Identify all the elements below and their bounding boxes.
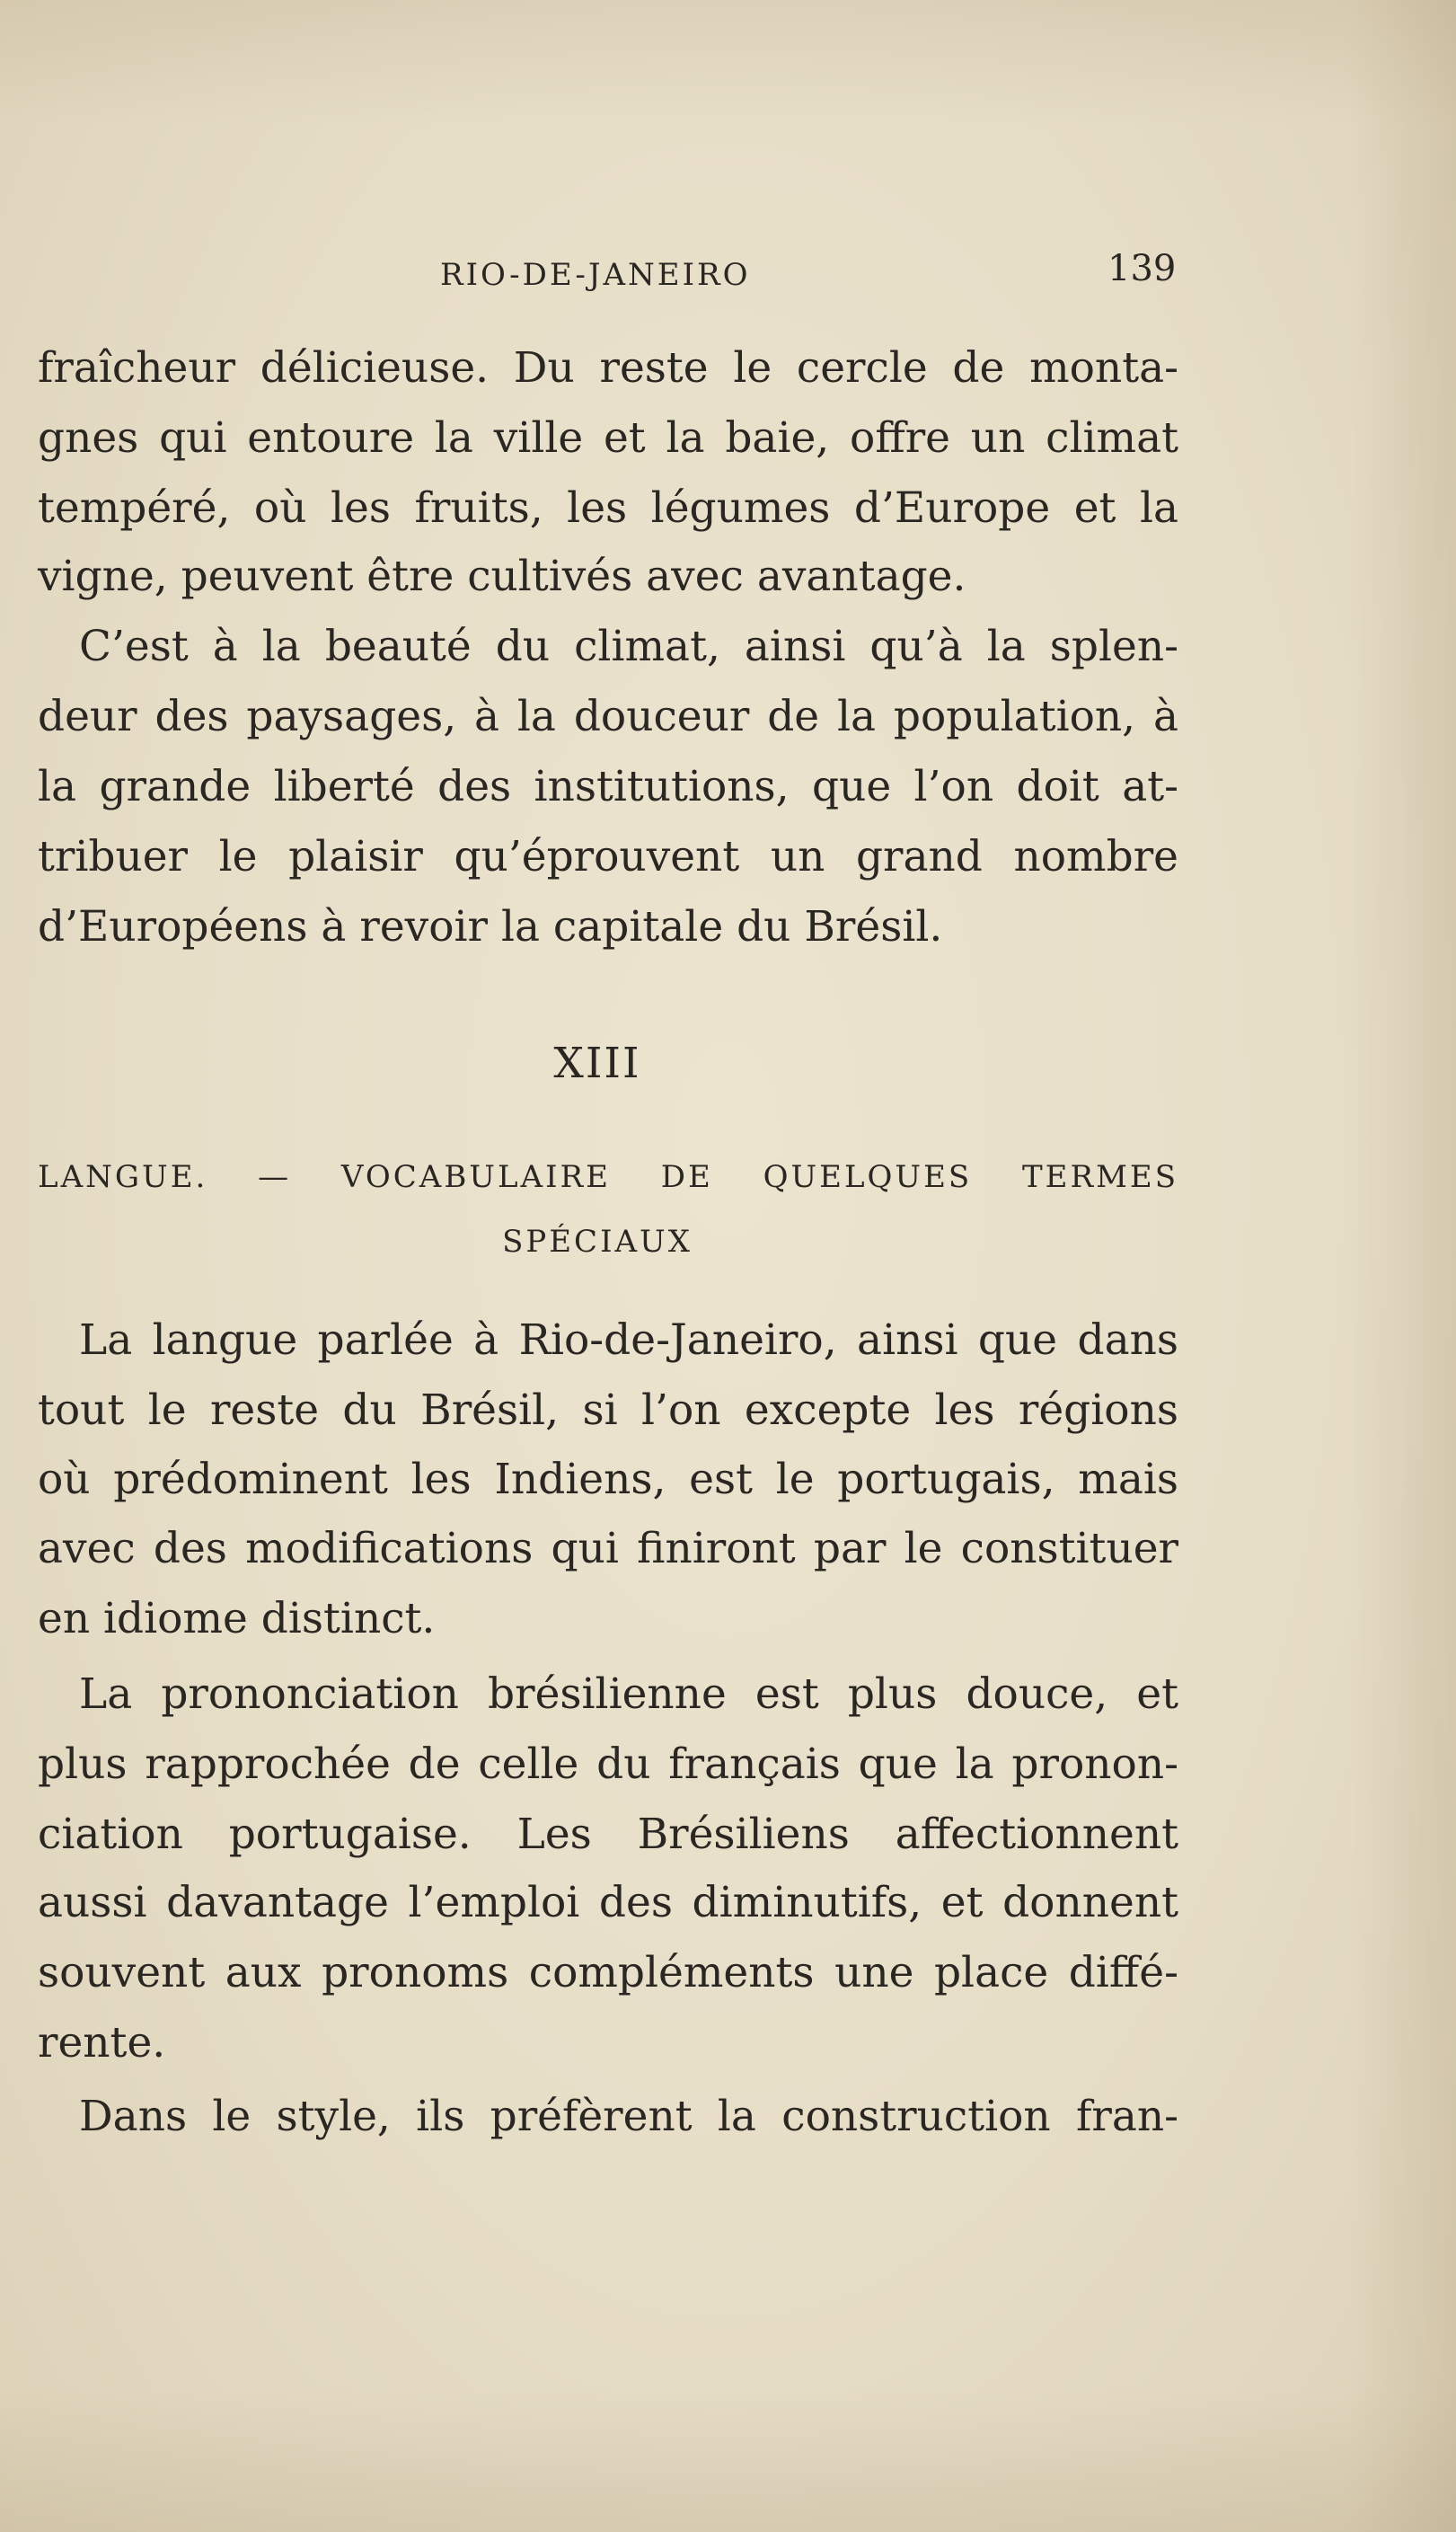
paragraph-line: tout le reste du Brésil, si l’on excepte les régions (38, 1386, 1178, 1435)
page-number: 139 (1107, 248, 1177, 289)
paragraph-line: d’Européens à revoir la capitale du Brésil. (38, 902, 943, 952)
paragraph-line: où prédominent les Indiens, est le portugais, mais (38, 1455, 1178, 1504)
paragraph-line: souvent aux pronoms compléments une place diffé- (38, 1948, 1178, 1997)
paragraph-line: aussi davantage l’emploi des diminutifs, et donnent (38, 1878, 1178, 1927)
paragraph-line: La langue parlée à Rio-de-Janeiro, ainsi que dans (79, 1315, 1178, 1365)
paragraph-line: gnes qui entoure la ville et la baie, offre un climat (38, 413, 1178, 463)
paragraph-line: vigne, peuvent être cultivés avec avantage. (38, 552, 966, 601)
running-header-title: RIO-DE-JANEIRO (440, 257, 751, 293)
paragraph-line: plus rapprochée de celle du français que la pronon- (38, 1740, 1178, 1789)
section-number: XIII (553, 1039, 641, 1088)
paragraph-line: ciation portugaise. Les Brésiliens affectionnent (38, 1810, 1178, 1859)
paragraph-line: rente. (38, 2018, 166, 2067)
paragraph-line: C’est à la beauté du climat, ainsi qu’à la splen- (79, 622, 1178, 671)
paragraph-line: deur des paysages, à la douceur de la population, à (38, 692, 1178, 741)
page-shading-right (1348, 0, 1456, 2532)
section-title-continuation: SPÉCIAUX (502, 1224, 693, 1260)
page-shading-bottom (0, 2388, 1456, 2532)
section-title: LANGUE. — VOCABULAIRE DE QUELQUES TERMES (38, 1159, 1178, 1195)
paragraph-line: Dans le style, ils préfèrent la construction fran- (79, 2092, 1178, 2141)
paragraph-line: La prononciation brésilienne est plus douce, et (79, 1669, 1178, 1719)
paragraph-line: fraîcheur délicieuse. Du reste le cercle de monta- (38, 343, 1178, 393)
paragraph-line: la grande liberté des institutions, que l’on doit at- (38, 762, 1178, 811)
paragraph-line: tribuer le plaisir qu’éprouvent un grand nombre (38, 832, 1178, 881)
paragraph-line: tempéré, où les fruits, les légumes d’Europe et la (38, 483, 1178, 533)
paragraph-line: avec des modifications qui finiront par le constituer (38, 1524, 1178, 1573)
paragraph-line: en idiome distinct. (38, 1594, 436, 1643)
page-shading-top (0, 0, 1456, 126)
